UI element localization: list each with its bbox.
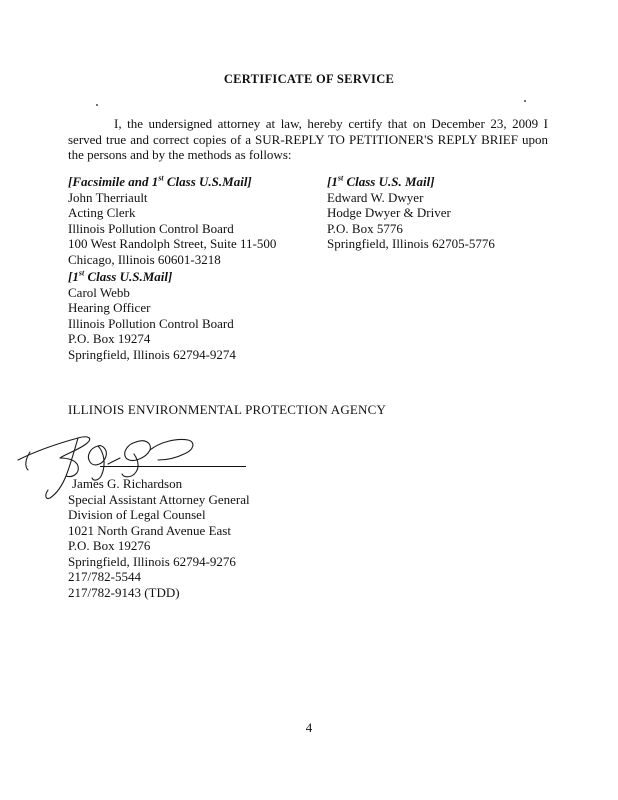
- recipient-name: Edward W. Dwyer: [327, 189, 424, 205]
- recipient-po-box: P.O. Box 5776: [327, 220, 403, 236]
- recipient-block-hearing-officer: [68, 269, 236, 362]
- signer-division: Division of Legal Counsel: [68, 507, 206, 522]
- agency-name: ILLINOIS ENVIRONMENTAL PROTECTION AGENCY: [68, 402, 387, 417]
- signer-city: Springfield, Illinois 62794-9276: [68, 553, 236, 569]
- recipient-organization: Illinois Pollution Control Board: [68, 315, 234, 331]
- recipient-name: John Therriault: [68, 189, 148, 205]
- signer-phone: 217/782-5544: [68, 569, 141, 584]
- recipient-title: Acting Clerk: [68, 205, 136, 220]
- page-number: 4: [305, 720, 313, 735]
- scan-speck: [524, 100, 526, 102]
- scan-speck: [96, 104, 98, 106]
- document-title: CERTIFICATE OF SERVICE: [223, 72, 395, 86]
- service-method-heading: [1st Class U.S. Mail]: [327, 173, 435, 189]
- recipient-city: Chicago, Illinois 60601-3218: [68, 251, 221, 267]
- recipient-organization: Hodge Dwyer & Driver: [327, 205, 451, 220]
- service-method-heading: [Facsimile and 1st Class U.S.Mail]: [68, 173, 252, 189]
- certification-text: I, the undersigned attorney at law, hereby certify that on December 23, 2009 I served true and correct copies of a SUR-REPLY TO PETITIONER'S REPLY BRIEF upon the persons and by the methods as follows:: [68, 116, 548, 162]
- signer-title: Special Assistant Attorney General: [68, 491, 250, 507]
- certification-paragraph: [68, 116, 548, 163]
- signer-street: 1021 North Grand Avenue East: [68, 522, 231, 538]
- recipient-city: Springfield, Illinois 62705-5776: [327, 236, 495, 251]
- signer-po-box: P.O. Box 19276: [68, 538, 151, 553]
- recipient-street: 100 West Randolph Street, Suite 11-500: [68, 236, 277, 251]
- signer-tdd: 217/782-9143 (TDD): [68, 584, 180, 600]
- signature-line: [100, 466, 246, 467]
- signer-name: James G. Richardson: [72, 476, 183, 491]
- recipient-block-clerk: [68, 174, 276, 267]
- recipient-city: Springfield, Illinois 62794-9274: [68, 346, 236, 362]
- recipient-block-dwyer: [327, 174, 495, 252]
- signer-block: [68, 476, 250, 600]
- recipient-name: Carol Webb: [68, 284, 130, 300]
- recipient-organization: Illinois Pollution Control Board: [68, 220, 234, 236]
- recipient-po-box: P.O. Box 19274: [68, 331, 151, 346]
- service-method-heading: [1st Class U.S.Mail]: [68, 268, 173, 284]
- recipient-title: Hearing Officer: [68, 300, 151, 315]
